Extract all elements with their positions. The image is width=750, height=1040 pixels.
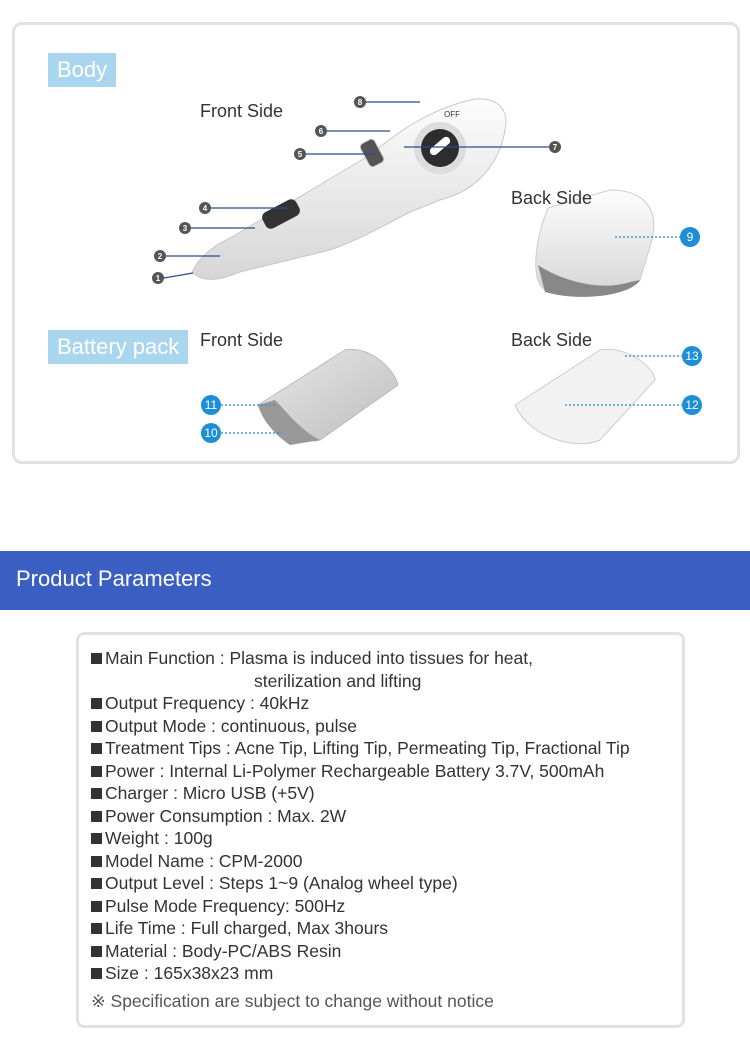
spec-text: Output Mode : continuous, pulse (105, 715, 357, 736)
spec-item (91, 962, 682, 985)
callout-2: 2 (157, 252, 163, 261)
body-label: Body (48, 53, 116, 87)
body-back-side-label: Back Side (511, 188, 593, 208)
spec-text: Charger : Micro USB (+5V) (105, 783, 315, 803)
spec-text: Weight : 100g (105, 828, 213, 848)
spec-text: Treatment Tips : Acne Tip, Lifting Tip, Permeating Tip, Fractional Tip (105, 738, 630, 758)
callout-8: 8 (357, 98, 363, 107)
bullet-square-icon (91, 766, 102, 777)
callout-7: 7 (552, 143, 558, 152)
spec-text: Model Name : CPM-2000 (105, 850, 303, 871)
callout-12: 12 (685, 398, 699, 412)
bullet-square-icon (91, 743, 102, 754)
spec-item (91, 940, 682, 963)
bullet-square-icon (91, 653, 102, 664)
callout-6: 6 (318, 127, 324, 136)
spec-item (91, 692, 682, 715)
spec-note: ※ Specification are subject to change without notice (91, 991, 494, 1011)
callout-10: 10 (204, 426, 218, 440)
callout-5: 5 (297, 150, 303, 159)
battery-pack-label: Battery pack (48, 330, 188, 364)
bullet-square-icon (91, 856, 102, 867)
spec-text: Size : 165x38x23 mm (105, 963, 274, 983)
dial-off-label: OFF (444, 110, 460, 119)
spec-text: Power Consumption : Max. 2W (105, 805, 347, 826)
spec-box (76, 632, 685, 1028)
spec-item (91, 895, 682, 918)
spec-text: Output Frequency : 40kHz (105, 693, 310, 713)
spec-text: Material : Body-PC/ABS Resin (105, 940, 342, 961)
spec-item (91, 737, 682, 760)
spec-item (91, 647, 682, 692)
spec-item (91, 850, 682, 873)
device-pen-body (192, 99, 506, 279)
callout-3: 3 (182, 224, 188, 233)
callout-1: 1 (155, 274, 161, 283)
battery-back-side-label: Back Side (511, 330, 593, 350)
spec-item (91, 782, 682, 805)
spec-item (91, 917, 682, 940)
bullet-square-icon (91, 968, 102, 979)
spec-text: Output Level : Steps 1~9 (Analog wheel type) (105, 873, 458, 893)
section-title: Product Parameters (16, 566, 212, 591)
bullet-square-icon (91, 946, 102, 957)
callout-9: 9 (686, 230, 694, 244)
bullet-square-icon (91, 788, 102, 799)
bullet-square-icon (91, 811, 102, 822)
spec-text: Pulse Mode Frequency: 500Hz (105, 895, 346, 916)
spec-item (91, 805, 682, 828)
spec-text-continued: sterilization and lifting (254, 670, 422, 691)
body-front-side-label: Front Side (200, 101, 284, 121)
section-header (0, 551, 750, 610)
bullet-square-icon (91, 721, 102, 732)
bullet-square-icon (91, 878, 102, 889)
spec-text: Life Time : Full charged, Max 3hours (105, 918, 389, 938)
bullet-square-icon (91, 901, 102, 912)
bullet-square-icon (91, 833, 102, 844)
callout-4: 4 (202, 204, 208, 213)
callout-13: 13 (685, 349, 699, 363)
spec-text: Power : Internal Li-Polymer Rechargeable Battery 3.7V, 500mAh (105, 760, 605, 781)
spec-item (91, 715, 682, 738)
spec-item (91, 872, 682, 895)
bullet-square-icon (91, 923, 102, 934)
callout-11: 11 (204, 398, 218, 412)
spec-item (91, 760, 682, 783)
spec-list (79, 635, 682, 985)
battery-back (515, 349, 655, 443)
spec-item (91, 827, 682, 850)
bullet-square-icon (91, 698, 102, 709)
spec-text: Main Function : Plasma is induced into tissues for heat, (105, 648, 533, 668)
battery-front-side-label: Front Side (200, 330, 284, 350)
